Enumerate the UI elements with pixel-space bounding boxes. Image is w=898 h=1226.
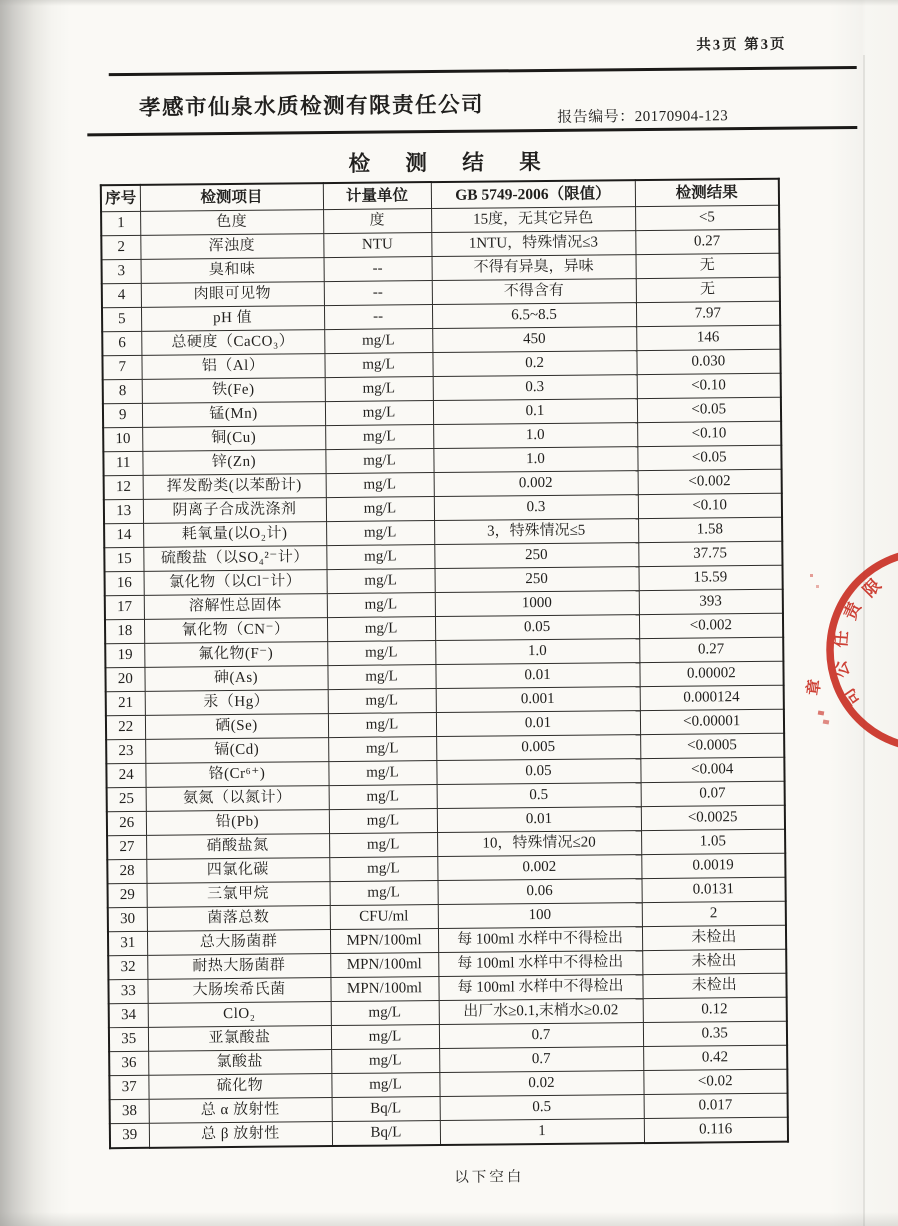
cell-item: 菌落总数 [147,906,330,932]
cell-item: 肉眼可见物 [141,282,324,308]
cell-seq: 6 [102,331,141,355]
cell-unit: mg/L [326,497,434,522]
cell-result: 0.35 [643,1021,787,1046]
cell-limit: 0.002 [434,471,638,497]
cell-item: 硒(Se) [145,714,328,740]
cell-limit: 0.002 [437,855,641,881]
cell-limit: 每 100ml 水样中不得检出 [438,951,642,977]
cell-unit: MPN/100ml [330,929,438,954]
cell-result: 0.030 [636,349,780,374]
cell-unit: -- [324,305,432,330]
cell-result: 0.000124 [640,685,784,710]
cell-seq: 1 [101,211,140,235]
cell-unit: mg/L [331,1073,439,1098]
cell-limit: 0.5 [437,783,641,809]
cell-item: 硫酸盐（以SO₄²⁻计） [143,546,326,572]
cell-seq: 21 [106,691,145,715]
cell-item: 铅(Pb) [146,810,329,836]
cell-item: 硝酸盐氮 [146,834,329,860]
cell-seq: 34 [109,1003,148,1027]
cell-seq: 16 [105,571,144,595]
cell-unit: mg/L [325,401,433,426]
results-table [100,178,789,1149]
cell-limit: 1.0 [433,447,637,473]
cell-item: ClO₂ [148,1002,331,1028]
cell-limit: 1000 [435,591,639,617]
cell-unit: mg/L [327,569,435,594]
cell-seq: 30 [108,907,147,931]
cell-item: 挥发酚类(以苯酚计) [143,474,326,500]
cell-item: 铜(Cu) [142,426,325,452]
cell-seq: 39 [110,1123,149,1147]
cell-seq: 24 [106,763,145,787]
cell-limit: 1.0 [433,423,637,449]
cell-seq: 3 [102,259,141,283]
seal-arc-char: 限 [859,575,885,601]
report-number-value: 20170904-123 [634,108,729,126]
cell-unit: mg/L [326,521,434,546]
cell-unit: mg/L [328,737,436,762]
cell-unit: mg/L [331,1001,439,1026]
cell-item: 三氯甲烷 [147,882,330,908]
header-item: 检测项目 [140,183,323,211]
cell-seq: 9 [103,403,142,427]
cell-seq: 20 [105,667,144,691]
cell-seq: 17 [105,595,144,619]
cell-result: <5 [635,205,779,230]
cell-item: 总 α 放射性 [149,1098,332,1124]
cell-item: 汞（Hg） [145,690,328,716]
cell-item: 铁(Fe) [142,378,325,404]
cell-result: 0.0019 [641,853,785,878]
cell-seq: 28 [107,859,146,883]
cell-result: <0.004 [640,757,784,782]
cell-result: 1.58 [638,517,782,542]
header-seq: 序号 [101,185,140,212]
cell-limit: 0.01 [436,711,640,737]
cell-result: <0.10 [637,373,781,398]
cell-result: <0.02 [643,1069,787,1094]
cell-seq: 8 [103,379,142,403]
cell-item: 四氯化碳 [146,858,329,884]
cell-item: 氰化物（CN⁻） [144,618,327,644]
cell-unit: Bq/L [332,1121,440,1146]
cell-limit: 每 100ml 水样中不得检出 [438,927,642,953]
cell-limit: 0.1 [433,399,637,425]
cell-item: 耐热大肠菌群 [147,954,330,980]
cell-limit: 3，特殊情况≤5 [434,519,638,545]
cell-seq: 22 [106,715,145,739]
cell-result: <0.00001 [640,709,784,734]
cell-limit: 100 [438,903,642,929]
cell-limit: 0.7 [439,1047,643,1073]
cell-unit: mg/L [329,833,437,858]
cell-seq: 38 [110,1099,149,1123]
cell-unit: mg/L [324,329,432,354]
cell-result: <0.05 [637,445,781,470]
header-rule-top [109,66,857,76]
cell-seq: 32 [108,955,147,979]
cell-item: 氨氮（以氮计） [146,786,329,812]
cell-item: 色度 [140,210,323,236]
cell-item: 溶解性总固体 [144,594,327,620]
cell-unit: mg/L [324,353,432,378]
cell-seq: 31 [108,931,147,955]
cell-unit: NTU [323,233,431,258]
cell-seq: 26 [107,811,146,835]
cell-result: 7.97 [636,301,780,326]
cell-item: 硫化物 [148,1074,331,1100]
cell-result: 0.27 [635,229,779,254]
cell-unit: mg/L [327,665,435,690]
cell-item: 臭和味 [141,258,324,284]
cell-item: 耗氧量(以O₂计) [143,522,326,548]
cell-unit: MPN/100ml [330,977,438,1002]
cell-limit: 1.0 [435,639,639,665]
cell-item: 亚氯酸盐 [148,1026,331,1052]
cell-seq: 14 [104,523,143,547]
cell-item: 铬(Cr⁶⁺) [145,762,328,788]
cell-item: 锌(Zn) [142,450,325,476]
cell-limit: 0.3 [434,495,638,521]
cell-seq: 19 [105,643,144,667]
cell-seq: 33 [108,979,147,1003]
cell-unit: mg/L [329,809,437,834]
cell-seq: 27 [107,835,146,859]
cell-unit: mg/L [325,377,433,402]
cell-seq: 36 [109,1051,148,1075]
cell-item: 氯化物（以Cl⁻计） [144,570,327,596]
header-unit: 计量单位 [323,182,431,210]
cell-limit: 1 [440,1119,644,1145]
cell-limit: 450 [432,327,636,353]
header-result: 检测结果 [635,179,779,207]
cell-result: <0.10 [637,421,781,446]
cell-seq: 23 [106,739,145,763]
cell-limit: 0.5 [440,1095,644,1121]
cell-result: 0.00002 [639,661,783,686]
cell-result: 0.017 [644,1093,788,1118]
cell-seq: 12 [104,475,143,499]
document-title: 检 测 结 果 [348,149,556,176]
cell-result: <0.0005 [640,733,784,758]
cell-limit: 不得含有 [432,279,636,305]
cell-result: <0.10 [638,493,782,518]
cell-unit: 度 [323,209,431,234]
cell-limit: 0.7 [439,1023,643,1049]
cell-unit: CFU/ml [330,905,438,930]
cell-unit: mg/L [331,1025,439,1050]
cell-item: 锰(Mn) [142,402,325,428]
cell-result: 0.116 [644,1117,788,1142]
cell-unit: mg/L [327,593,435,618]
cell-limit: 0.05 [435,615,639,641]
cell-seq: 2 [101,235,140,259]
cell-seq: 37 [109,1075,148,1099]
cell-item: pH 值 [141,306,324,332]
cell-result: 未检出 [642,925,786,950]
cell-item: 浑浊度 [140,234,323,260]
cell-limit: 0.3 [433,375,637,401]
cell-item: 阴离子合成洗涤剂 [143,498,326,524]
header-limit: GB 5749-2006（限值） [431,180,635,208]
cell-limit: 250 [434,543,638,569]
seal-arc-char: 公 [830,658,853,680]
cell-seq: 4 [102,283,141,307]
cell-item: 总硬度（CaCO₃） [141,330,324,356]
cell-seq: 7 [102,355,141,379]
cell-result: 15.59 [638,565,782,590]
company-name: 孝感市仙泉水质检测有限责任公司 [138,92,485,120]
cell-item: 铝（Al） [141,354,324,380]
cell-unit: mg/L [327,641,435,666]
table-row [110,1117,788,1148]
cell-result: <0.002 [639,613,783,638]
cell-seq: 35 [109,1027,148,1051]
cell-limit: 10，特殊情况≤20 [437,831,641,857]
cell-result: 无 [636,277,780,302]
cell-result: <0.0025 [641,805,785,830]
cell-unit: mg/L [325,425,433,450]
cell-result: 393 [639,589,783,614]
cell-result: 37.75 [638,541,782,566]
seal-arc-char: 司 [838,684,865,710]
cell-unit: MPN/100ml [330,953,438,978]
cell-limit: 0.05 [436,759,640,785]
cell-unit: mg/L [326,473,434,498]
cell-result: 未检出 [642,973,786,998]
report-number-label: 报告编号： [557,109,635,126]
cell-result: 0.27 [639,637,783,662]
seal-arc-char: 责 [840,599,865,623]
cell-limit: 0.001 [436,687,640,713]
cell-unit: Bq/L [332,1097,440,1122]
cell-result: 146 [636,325,780,350]
seal-zhang-char: 章 [805,678,825,697]
cell-item: 总大肠菌群 [147,930,330,956]
cell-unit: mg/L [328,713,436,738]
cell-unit: -- [324,281,432,306]
cell-result: 0.0131 [641,877,785,902]
cell-limit: 6.5~8.5 [432,303,636,329]
cell-limit: 1NTU，特殊情况≤3 [431,231,635,257]
company-seal-stamp [788,538,898,778]
cell-result: 2 [642,901,786,926]
cell-result: 1.05 [641,829,785,854]
seal-arc-char: 任 [831,629,852,649]
cell-limit: 0.06 [438,879,642,905]
cell-item: 砷(As) [144,666,327,692]
report-number [557,104,728,127]
cell-unit: -- [324,257,432,282]
cell-result: 未检出 [642,949,786,974]
page-counter: 共3页 第3页 [696,36,787,54]
cell-result: 0.12 [643,997,787,1022]
cell-seq: 18 [105,619,144,643]
cell-unit: mg/L [325,449,433,474]
cell-unit: mg/L [328,689,436,714]
cell-result: 无 [636,253,780,278]
cell-seq: 10 [103,427,142,451]
cell-limit: 250 [435,567,639,593]
cell-limit: 0.02 [439,1071,643,1097]
cell-item: 氯酸盐 [148,1050,331,1076]
cell-unit: mg/L [326,545,434,570]
cell-unit: mg/L [329,785,437,810]
cell-limit: 0.01 [435,663,639,689]
cell-seq: 15 [104,547,143,571]
header-rule-bottom [87,126,857,136]
cell-limit: 0.01 [437,807,641,833]
cell-result: 0.07 [641,781,785,806]
cell-limit: 0.005 [436,735,640,761]
cell-unit: mg/L [331,1049,439,1074]
cell-unit: mg/L [328,761,436,786]
cell-seq: 13 [104,499,143,523]
cell-result: 0.42 [643,1045,787,1070]
cell-limit: 不得有异臭，异味 [432,255,636,281]
cell-seq: 5 [102,307,141,331]
cell-limit: 出厂水≥0.1,末梢水≥0.02 [439,999,643,1025]
cell-result: <0.05 [637,397,781,422]
cell-item: 总 β 放射性 [149,1122,332,1148]
cell-unit: mg/L [327,617,435,642]
cell-unit: mg/L [329,857,437,882]
cell-limit: 每 100ml 水样中不得检出 [438,975,642,1001]
cell-limit: 0.2 [432,351,636,377]
footer-note: 以下空白 [454,1169,525,1186]
cell-limit: 15度，无其它异色 [431,207,635,233]
cell-seq: 11 [103,451,142,475]
cell-item: 氟化物(F⁻) [144,642,327,668]
cell-item: 大肠埃希氏菌 [147,978,330,1004]
cell-seq: 29 [108,883,147,907]
cell-unit: mg/L [330,881,438,906]
cell-result: <0.002 [638,469,782,494]
cell-seq: 25 [107,787,146,811]
cell-item: 镉(Cd) [145,738,328,764]
